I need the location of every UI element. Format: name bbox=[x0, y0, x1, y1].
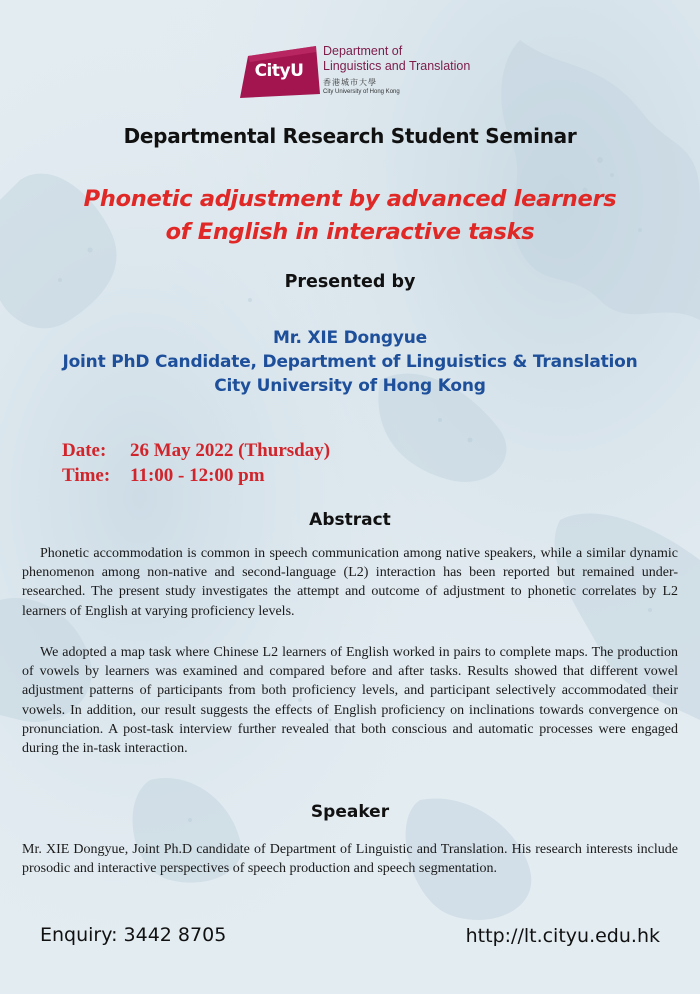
speaker-heading: Speaker bbox=[310, 802, 390, 822]
website-url[interactable]: http://lt.cityu.edu.hk bbox=[465, 925, 660, 947]
cityu-logo bbox=[236, 44, 476, 100]
presenter-name: Mr. XIE Dongyue bbox=[273, 328, 427, 348]
cityu-logo-mark bbox=[236, 44, 322, 100]
abstract-heading: Abstract bbox=[309, 510, 391, 530]
presented-by-label: Presented by bbox=[284, 272, 416, 292]
university-english-name: City University of Hong Kong bbox=[323, 89, 400, 95]
talk-title: Phonetic adjustment by advanced learners of English in interactive tasks bbox=[83, 186, 617, 245]
enquiry-phone: Enquiry: 3442 8705 bbox=[40, 924, 227, 946]
seminar-title: Departmental Research Student Seminar bbox=[123, 124, 577, 148]
logo-mark-text: CityU bbox=[254, 61, 304, 81]
presenter-role: Joint PhD Candidate, Department of Linguistics & Translation bbox=[62, 352, 638, 372]
time-value: 11:00 - 12:00 pm bbox=[130, 465, 265, 486]
presenter-institution: City University of Hong Kong bbox=[214, 376, 486, 396]
time-row bbox=[62, 465, 265, 487]
date-value: 26 May 2022 (Thursday) bbox=[130, 440, 331, 461]
abstract-paragraph-2: We adopted a map task where Chinese L2 learners of English worked in pairs to complete maps. The production of vowels by learners was examined and compared before and after tasks. Results showed that different vowel adjustment patterns of participants from both proficiency levels, and participant selectively accommodated their vowels. In addition, our result suggests the effects of English proficiency on inclinations towards convergence on pronunciation. A post-task interview further revealed that both conscious and automatic processes were engaged during the in-task interaction. bbox=[22, 645, 678, 757]
university-chinese-name: 香港城市大學 bbox=[323, 78, 377, 87]
presenter-block bbox=[0, 326, 700, 398]
abstract-paragraph-1: Phonetic accommodation is common in speech communication among native speakers, while a similar dynamic phenomenon among non-native and second-language (L2) interaction has been reported but remained under-researched. The present study investigates the attempt and outcome of adjustment to phonetic correlates by L2 learners of English at varying proficiency levels. bbox=[22, 546, 678, 619]
time-label: Time: bbox=[62, 465, 111, 486]
date-label: Date: bbox=[62, 440, 107, 461]
department-name: Department of Linguistics and Translation bbox=[323, 44, 471, 73]
speaker-bio: Mr. XIE Dongyue, Joint Ph.D candidate of Department of Linguistic and Translation. His research interests include prosodic and interactive perspectives of speech production and speech segmentation. bbox=[22, 842, 678, 877]
date-row bbox=[62, 440, 330, 462]
